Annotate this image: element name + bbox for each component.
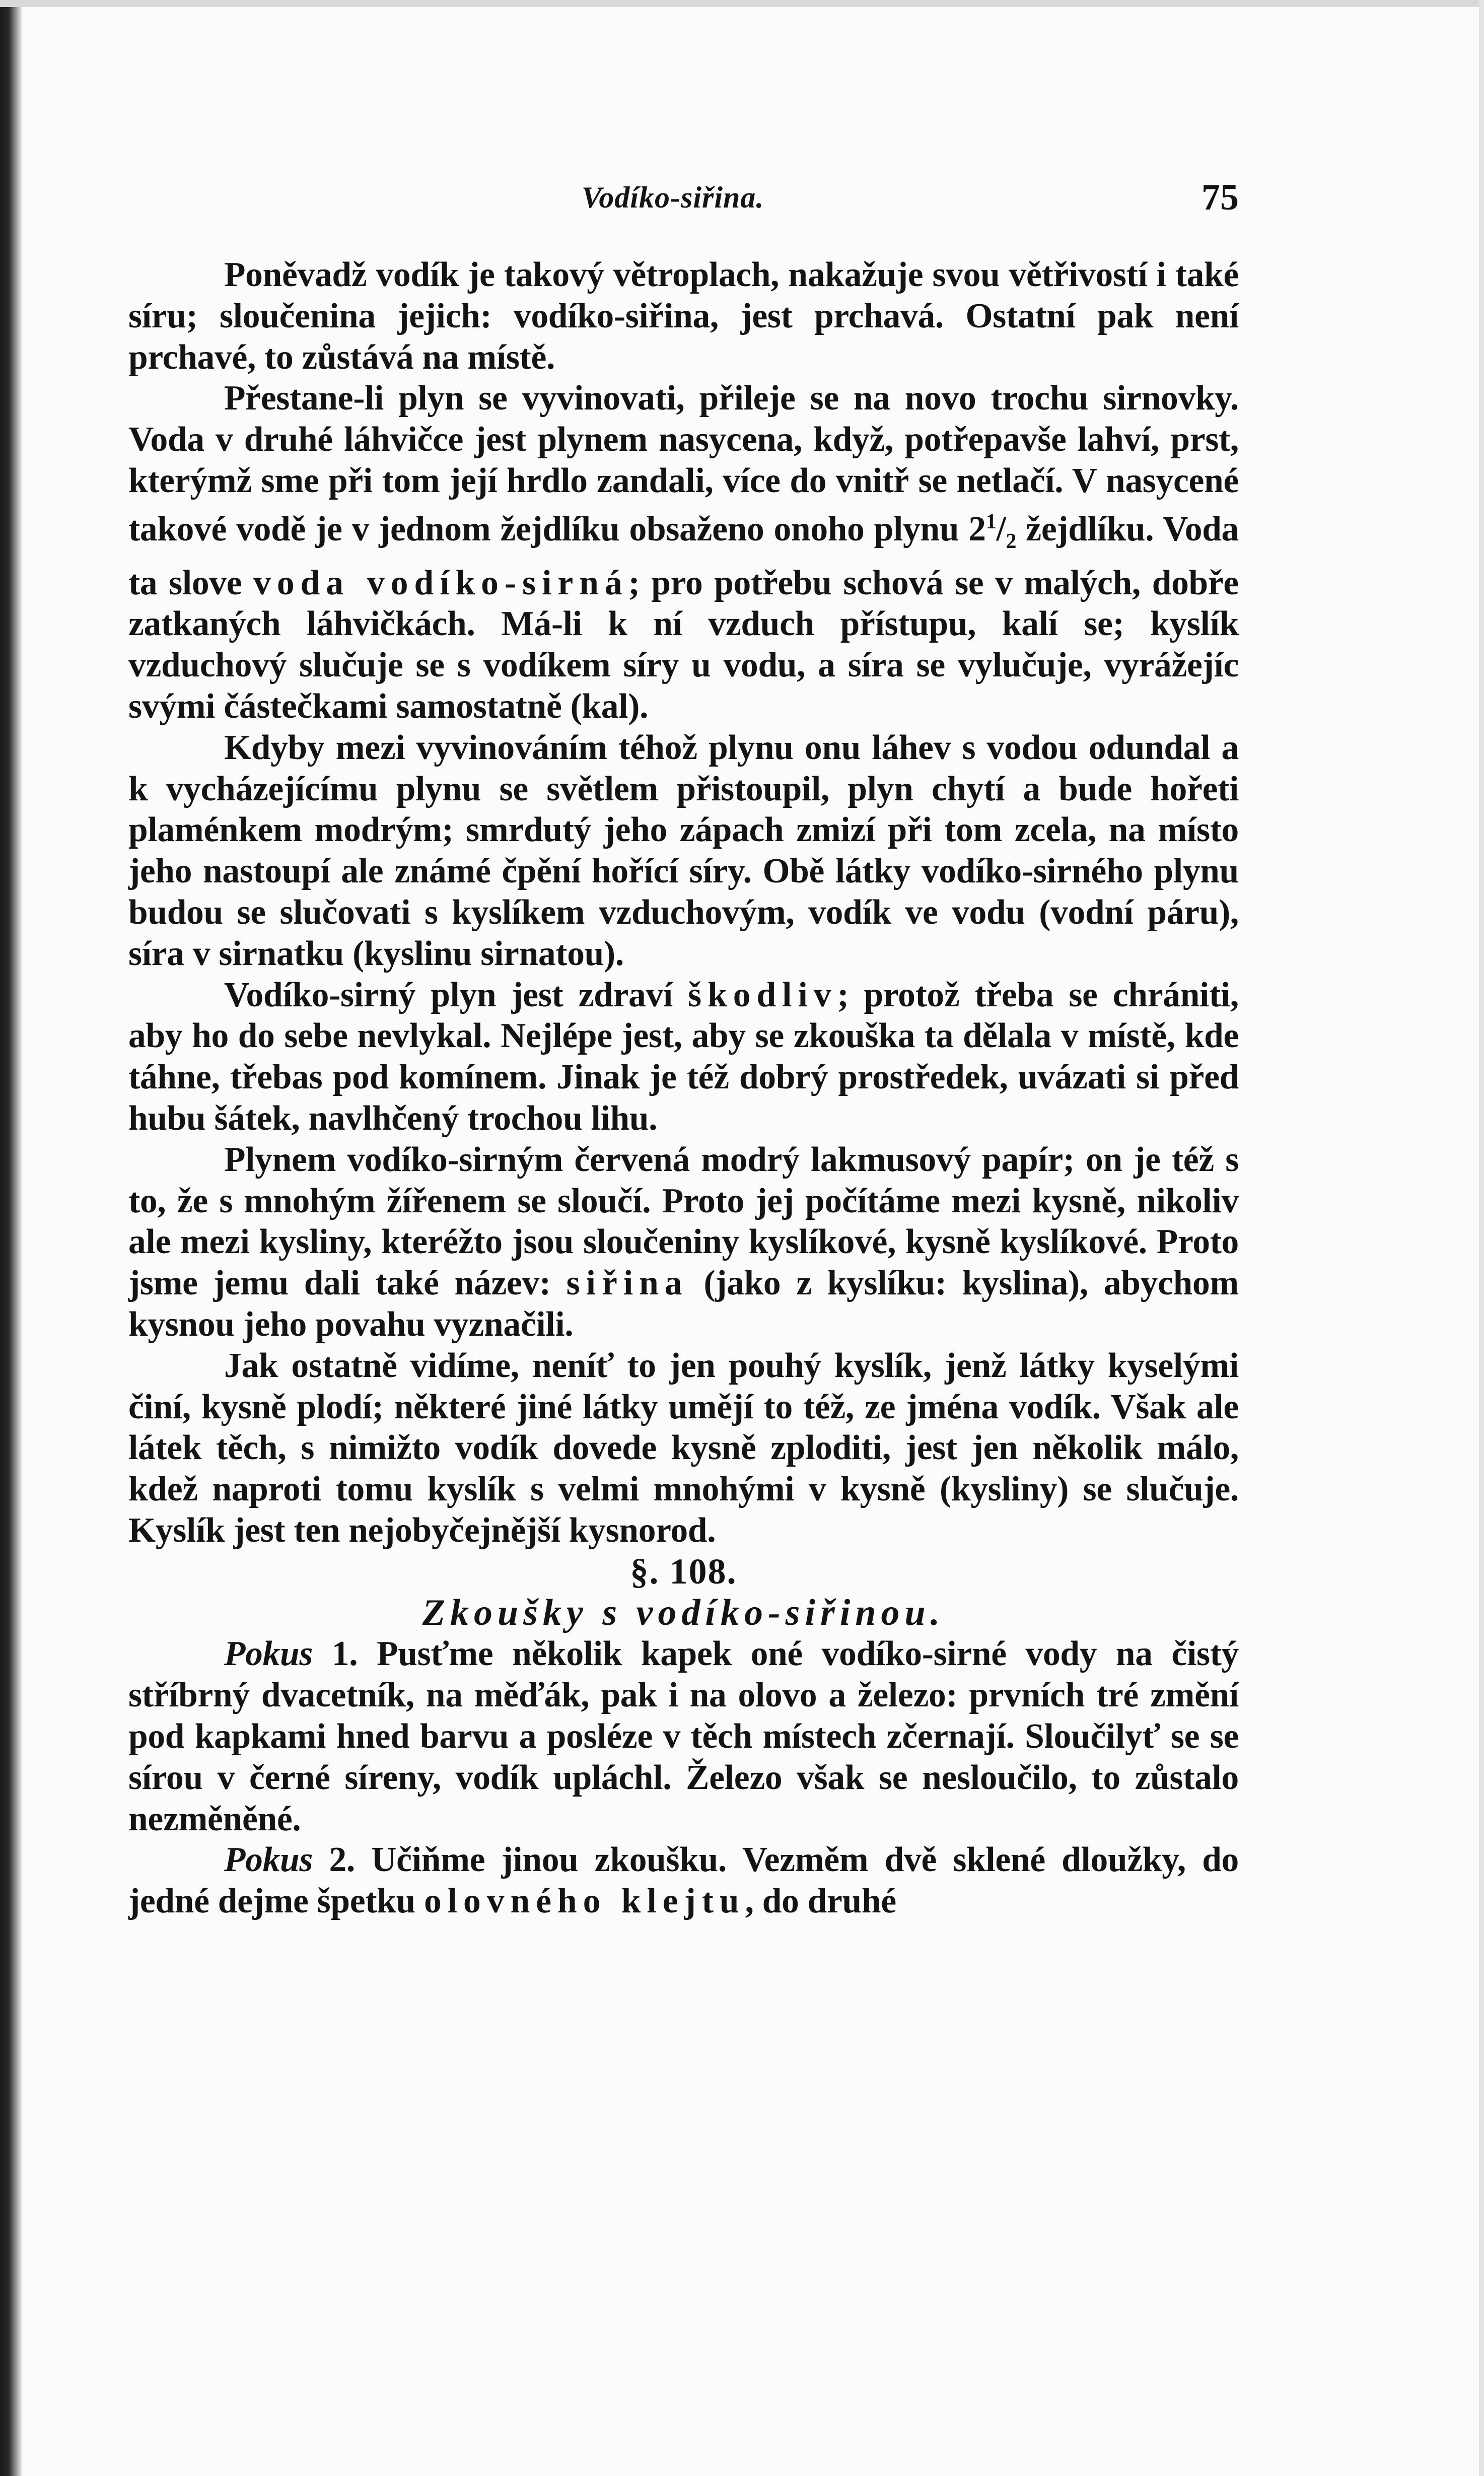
spaced-term: voda vodíko-sirná bbox=[253, 563, 628, 602]
paragraph-text: Pusťme několik kapek oné vodíko-sirné vody na čistý stříbrný dvacetník, na měďák, pak i na olovo a železo: prvních tré změní pod kapkami hned barvu a posléze v těch místech zčernají. Sloučilyť se se sírou v černé síreny, vodík upláchl. Železo však se nesloučilo, to zůstalo nezměněné. bbox=[128, 1634, 1239, 1838]
paragraph-text: ; pro potřebu schová se v malých, dobře zatkaných láhvičkách. Má-li k ní vzduch přístupu, kalí se; kyslík vzduchový slučuje se s vodíkem síry u vodu, a síra se vylučuje, vyrážejíc svými částečkami samostatně (kal). bbox=[128, 563, 1239, 726]
experiment-number: 1. bbox=[331, 1634, 358, 1674]
paragraph-text: Plynem vodíko-sirným červená modrý lakmusový papír; on je též s to, že s mnohým žířenem se sloučí. Proto jej počítáme mezi kysně, nikoliv ale mezi kysliny, kteréžto jsou sloučeniny kyslíkové, kysně kyslíkové. Proto jsme jemu dali také název: bbox=[128, 1140, 1239, 1303]
page-header bbox=[126, 176, 1239, 227]
fraction-denominator: 2 bbox=[1006, 529, 1017, 553]
spaced-term: siřina bbox=[566, 1264, 688, 1303]
running-title: Vodíko-siřina. bbox=[582, 181, 764, 214]
section-number: §. 108. bbox=[630, 1551, 737, 1592]
paragraph-text: ; protož třeba se chrániti, aby ho do sebe nevlykal. Nejlépe jest, aby se zkouška ta dělala v místě, kde táhne, třebas pod komínem. Jinak je též dobrý prostředek, uvázati si před hubu šátek, navlhčený trochou lihu. bbox=[128, 975, 1239, 1138]
body-text bbox=[128, 254, 1239, 1922]
paragraph bbox=[128, 975, 1239, 1139]
experiment-label: Pokus bbox=[224, 1634, 313, 1674]
paragraph bbox=[128, 254, 1239, 378]
paragraph-text: Přestane-li plyn se vyvinovati, přileje se na novo trochu sirnovky. Voda v druhé láhvičce jest plynem nasycena, když, potřepavše lahví, prst, kterýmž sme při tom její hrdlo zandali, více do vnitř se netlačí. V nasycené takové vodě je v jednom žejdlíku obsaženo onoho plynu 2 bbox=[128, 379, 1239, 548]
experiment-label: Pokus bbox=[224, 1840, 313, 1880]
fraction-slash: / bbox=[996, 509, 1006, 548]
fraction-numerator: 1 bbox=[985, 510, 997, 533]
paragraph-text: (jako z kyslíku: kyslina), abychom kysnou jeho povahu vyznačili. bbox=[128, 1264, 1239, 1344]
experiment-paragraph bbox=[128, 1633, 1239, 1839]
scan-top-edge bbox=[0, 0, 1484, 7]
paragraph bbox=[128, 727, 1239, 975]
experiment-number: 2. bbox=[329, 1840, 355, 1880]
paragraph bbox=[128, 1139, 1239, 1345]
paragraph bbox=[128, 1345, 1239, 1551]
paragraph-text: Jak ostatně vidíme, neníť to jen pouhý kyslík, jenž látky kyselými činí, kysně plodí; některé jiné látky umějí to též, ze jména vodík. Však ale látek těch, s nimižto vodík dovede kysně zploditi, jest jen několik málo, kdež naproti tomu kyslík s velmi mnohými v kysně (kysliny) se slučuje. Kyslík jest ten nejobyčejnější kysnorod. bbox=[128, 1346, 1239, 1550]
paragraph-text: , do druhé bbox=[745, 1882, 896, 1921]
paragraph-text: Poněvadž vodík je takový větroplach, nakažuje svou větřivostí i také síru; sloučenina jejich: vodíko-siřina, jest prchavá. Ostatní pak není prchavé, to zůstává na místě. bbox=[128, 255, 1239, 377]
page-number: 75 bbox=[1202, 177, 1239, 218]
paragraph bbox=[128, 378, 1239, 727]
spaced-term: olovného klejtu bbox=[423, 1882, 745, 1921]
paragraph-text: Vodíko-sirný plyn jest zdraví bbox=[224, 975, 673, 1014]
section-title: Zkoušky s vodíko-siřinou. bbox=[422, 1592, 945, 1633]
paragraph-text: Kdyby mezi vyvinováním téhož plynu onu láhev s vodou odundal a k vycházejícímu plynu se světlem přistoupil, plyn chytí a bude hořeti plaménkem modrým; smrdutý jeho zápach zmizí při tom zcela, na místo jeho nastoupí ale známé čpění hořící síry. Obě látky vodíko-sirného plynu budou se slučovati s kyslíkem vzduchovým, vodík ve vodu (vodní páru), síra v sirnatku (kyslinu sirnatou). bbox=[128, 728, 1239, 973]
scan-binding-shadow bbox=[0, 0, 22, 2476]
experiment-paragraph bbox=[128, 1839, 1239, 1922]
paragraph-text: žejdlíku. Voda ta slove bbox=[128, 509, 1239, 602]
paragraph-text: Učiňme jinou zkoušku. Vezměm dvě sklené dloužky, do jedné dejme špetku bbox=[128, 1840, 1239, 1921]
spaced-term: škodliv bbox=[688, 975, 837, 1014]
scan-right-edge bbox=[1479, 0, 1484, 2476]
